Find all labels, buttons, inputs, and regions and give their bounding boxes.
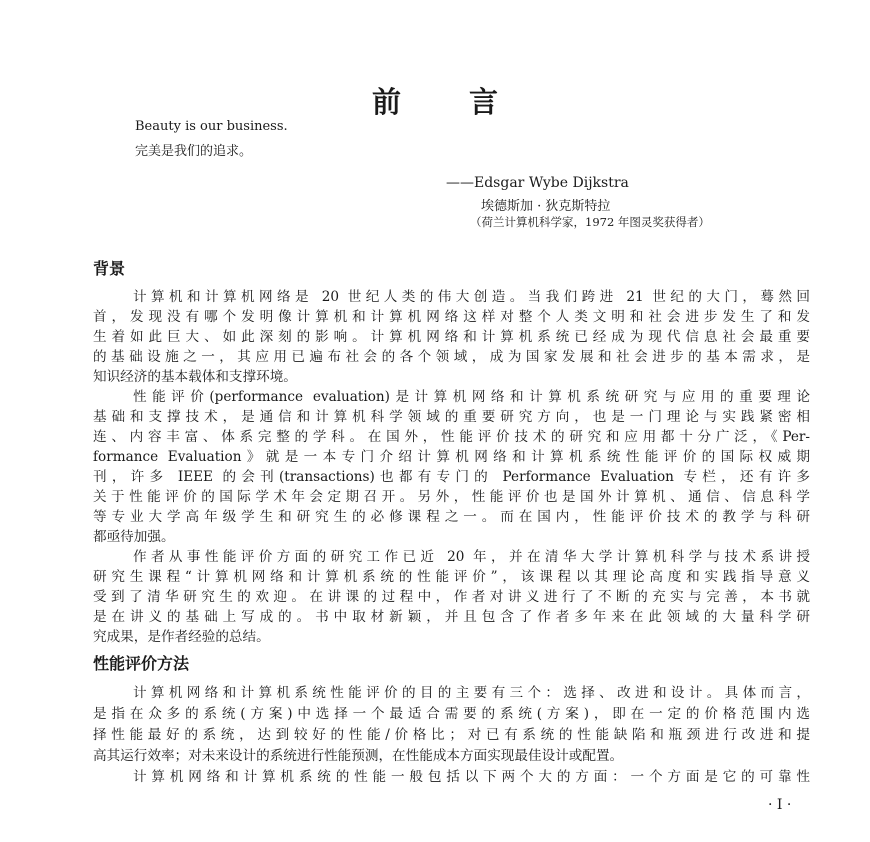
section-background-body — [93, 287, 810, 647]
paragraph-line: 等专业大学高年级学生和研究生的必修课程之一。而在国内，性能评价技术的教学与科研 — [93, 509, 810, 525]
paragraph-line: 生着如此巨大、如此深刻的影响。计算机网络和计算机系统已经成为现代信息社会最重要 — [93, 329, 810, 345]
title-char: 前 — [371, 85, 401, 119]
paragraph-line: 首，发现没有哪个发明像计算机和计算机网络这样对整个人类文明和社会进步发生了和发 — [93, 309, 810, 325]
paragraph-line: 是在讲义的基础上写成的。书中取材新颖，并且包含了作者多年来在此领域的大量科学研 — [93, 609, 810, 625]
paragraph-line: 都亟待加强。 — [93, 529, 175, 545]
paragraph-line: 基础和支撑技术，是通信和计算机科学领域的重要研究方向，也是一门理论与实践紧密相 — [93, 409, 810, 425]
paragraph-line: 的基础设施之一，其应用已遍布社会的各个领域，成为国家发展和社会进步的基本需求，是 — [93, 349, 810, 365]
paragraph-line: 受到了清华研究生的欢迎。在讲课的过程中，作者对讲义进行了不断的充实与完善，本书就 — [93, 589, 810, 605]
epigraph-chinese: 完美是我们的追求。 — [135, 144, 253, 159]
paragraph-line: 高其运行效率；对未来设计的系统进行性能预测，在性能成本方面实现最佳设计或配置。 — [93, 748, 624, 764]
paragraph-line: formance Evaluation》就是一本专门介绍计算机网络和计算机系统性能评价的国际权威期 — [93, 449, 810, 465]
epigraph-author-cn: 埃德斯加 · 狄克斯特拉 — [481, 199, 611, 214]
epigraph-english: Beauty is our business. — [135, 119, 288, 134]
paragraph-line: 性能评价(performance evaluation)是计算机网络和计算机系统研究与应用的重要理论 — [133, 389, 810, 405]
section-methods-body — [93, 683, 810, 788]
epigraph-note: （荷兰计算机科学家，1972 年图灵奖获得者） — [470, 215, 710, 229]
title-char: 言 — [469, 85, 499, 119]
paragraph-line: 关于性能评价的国际学术年会定期召开。另外，性能评价也是国外计算机、通信、信息科学 — [93, 489, 810, 505]
paragraph-line: 刊，许多 IEEE 的会刊(transactions)也都有专门的 Performance Evaluation 专栏，还有许多 — [93, 469, 810, 485]
paragraph-line: 择性能最好的系统，达到较好的性能/价格比；对已有系统的性能缺陷和瓶颈进行改进和提 — [93, 727, 810, 743]
section-heading-background: 背景 — [93, 259, 126, 278]
paragraph-line: 连、内容丰富、体系完整的学科。在国外，性能评价技术的研究和应用都十分广泛，《Per- — [93, 429, 810, 445]
paragraph-line: 究成果，是作者经验的总结。 — [93, 629, 270, 645]
paragraph-line: 计算机网络和计算机系统性能评价的目的主要有三个：选择、改进和设计。具体而言， — [133, 685, 810, 701]
paragraph-line: 计算机和计算机网络是 20 世纪人类的伟大创造。当我们跨进 21 世纪的大门，蓦然回 — [133, 289, 810, 305]
page-title — [0, 80, 870, 121]
paragraph-line: 是指在众多的系统(方案)中选择一个最适合需要的系统(方案)，即在一定的价格范围内选 — [93, 706, 810, 722]
paragraph-line: 知识经济的基本载体和支撑环境。 — [93, 369, 297, 385]
epigraph-author: ——Edsgar Wybe Dijkstra — [446, 175, 629, 191]
paragraph-line: 研究生课程“计算机网络和计算机系统的性能评价”，该课程以其理论高度和实践指导意义 — [93, 569, 810, 585]
paragraph-line: 作者从事性能评价方面的研究工作已近 20 年，并在清华大学计算机科学与技术系讲授 — [133, 549, 810, 565]
page-number: · I · — [768, 797, 792, 813]
paragraph-line: 计算机网络和计算机系统的性能一般包括以下两个大的方面：一个方面是它的可靠性 — [133, 769, 810, 785]
section-heading-methods: 性能评价方法 — [93, 654, 190, 673]
